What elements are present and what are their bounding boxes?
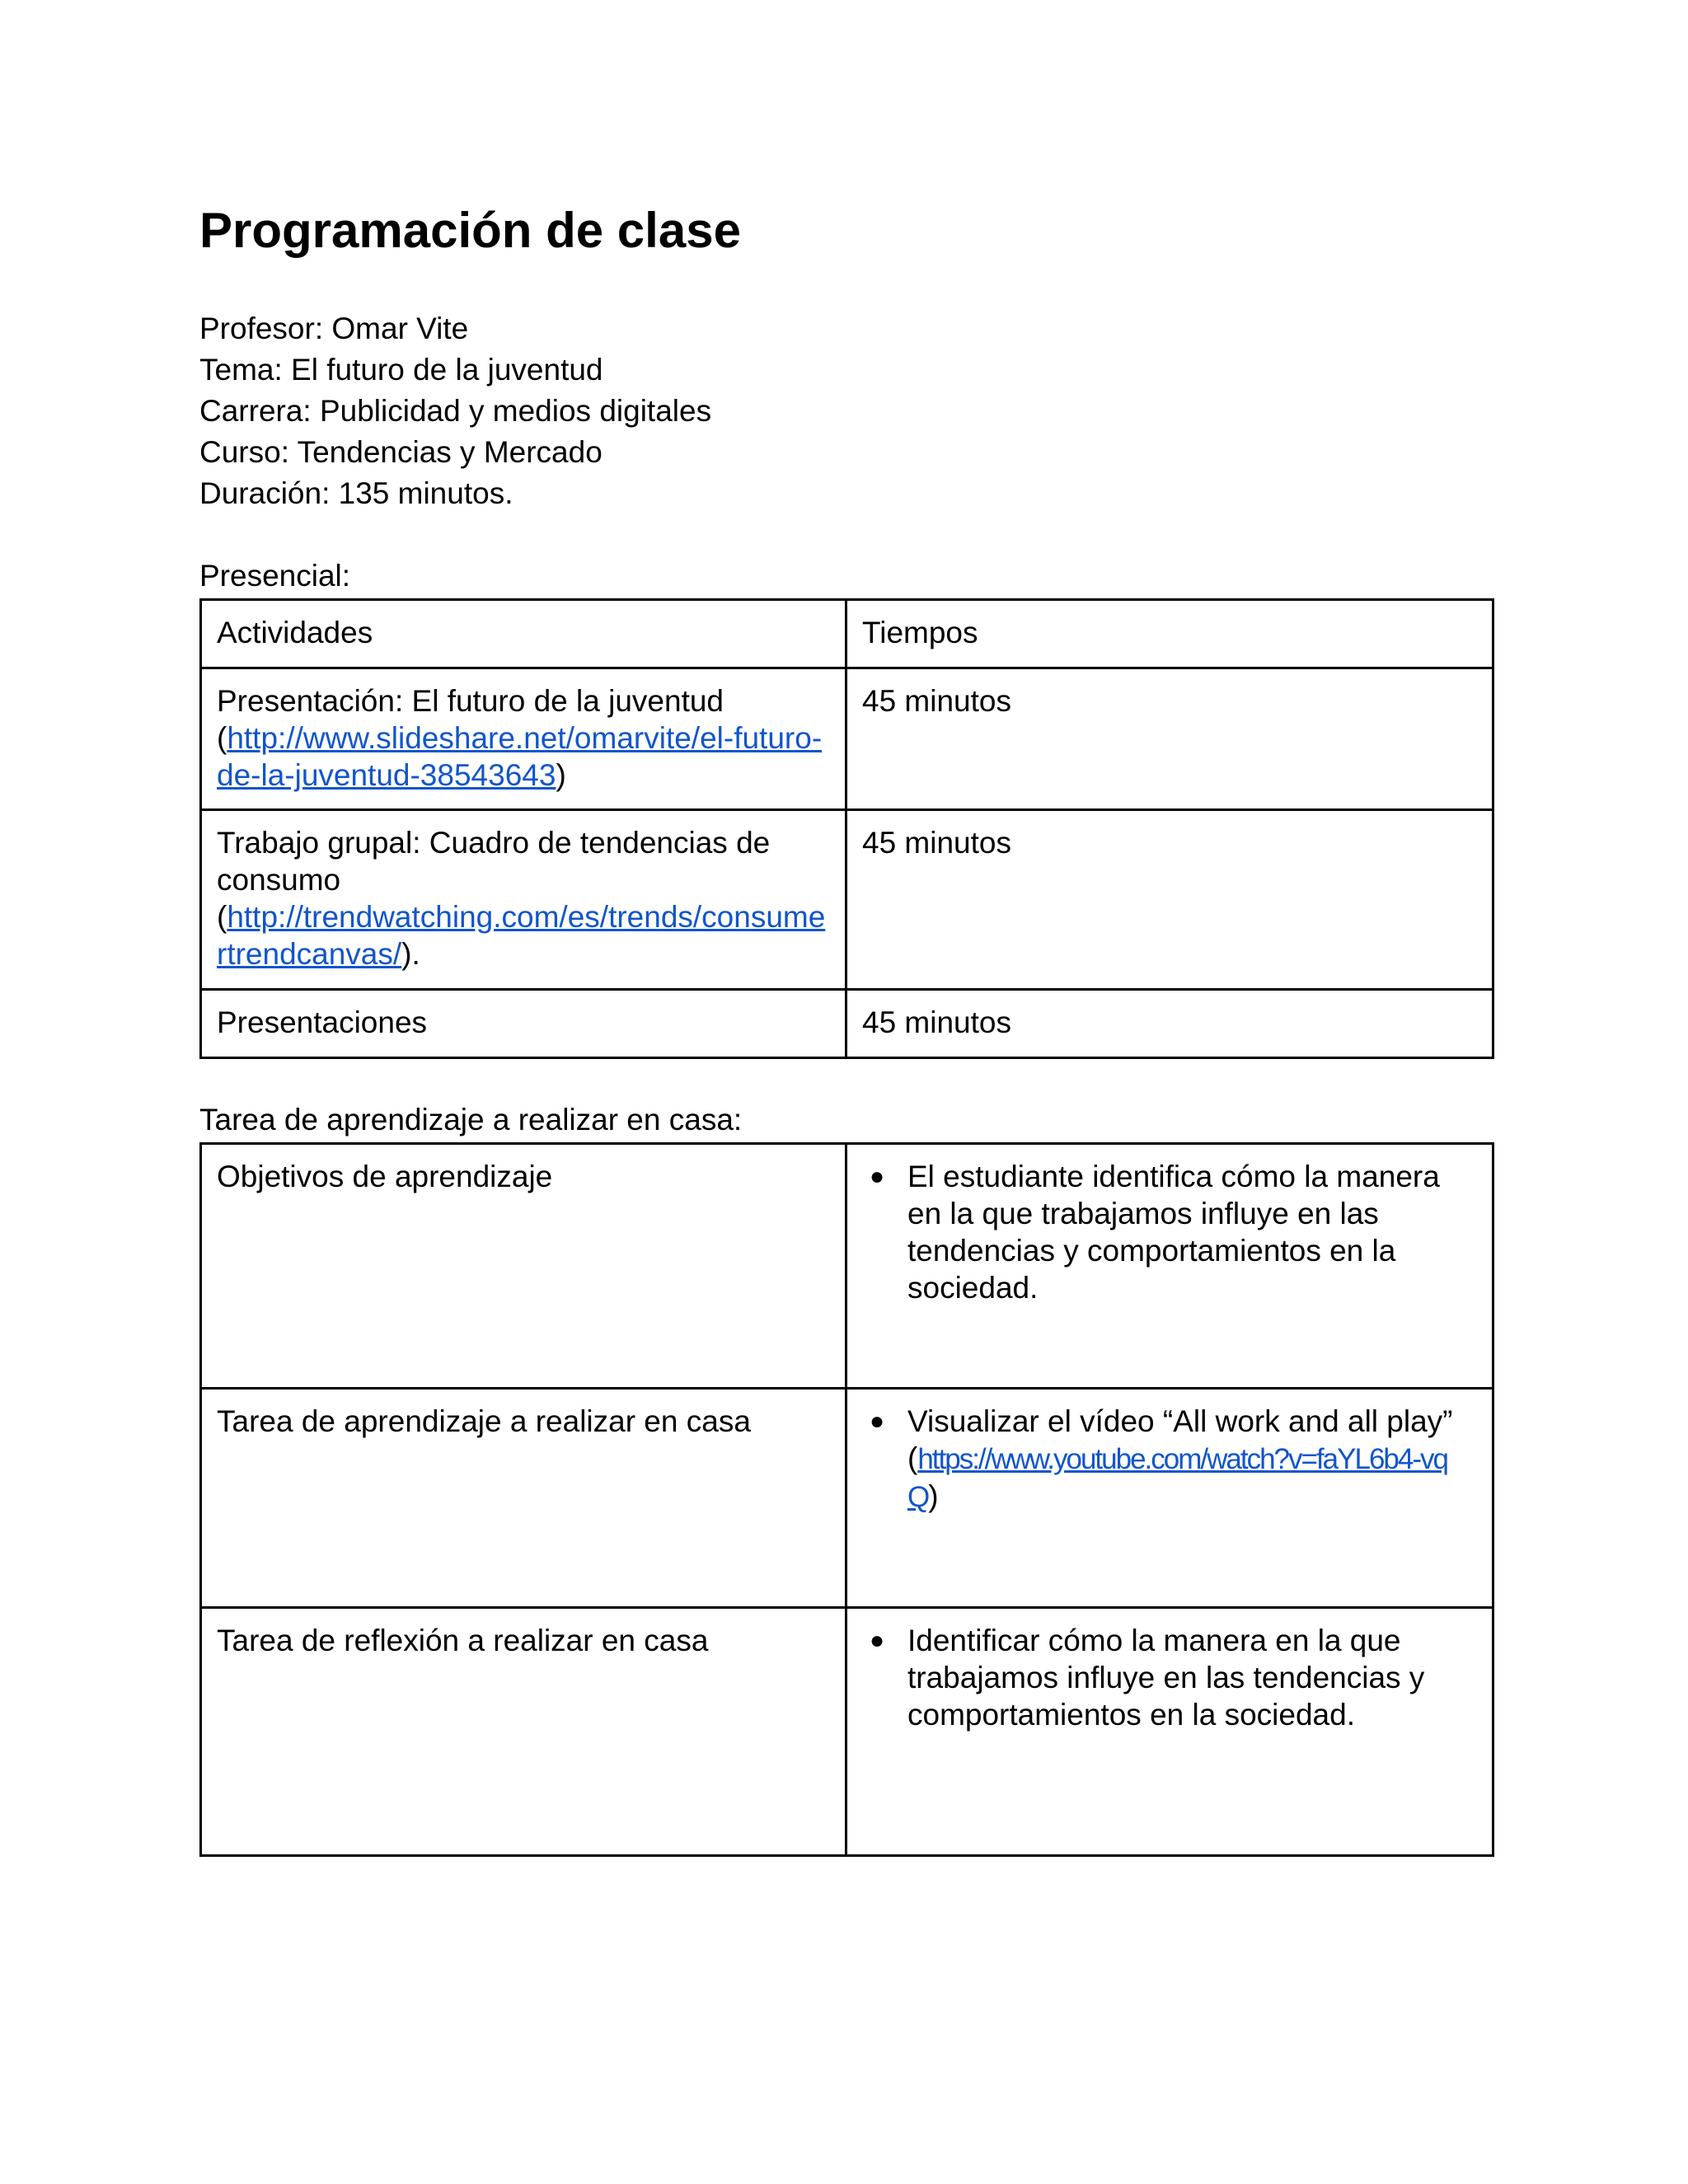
youtube-link[interactable]: https://www.youtube.com/watch?v=faYL6b4-vqQ [907, 1443, 1447, 1513]
header-actividades: Actividades [201, 600, 846, 668]
bullet-icon: ● [870, 1627, 885, 1654]
activity-cell [201, 810, 846, 990]
trendwatching-link[interactable]: http://trendwatching.com/es/trends/consumertrendcanvas/ [217, 900, 826, 971]
tarea-table [199, 1142, 1494, 1857]
header-tiempos: Tiempos [846, 600, 1493, 668]
bullet-icon: ● [870, 1163, 885, 1190]
page-title: Programación de clase [199, 203, 741, 258]
row-label: Objetivos de aprendizaje [201, 1144, 846, 1389]
bullet-icon: ● [870, 1408, 885, 1435]
presencial-table [199, 598, 1494, 1059]
slideshare-link[interactable]: http://www.slideshare.net/omarvite/el-futuro-de-la-juventud-38543643 [217, 721, 823, 792]
info-carrera: Carrera: Publicidad y medios digitales [199, 394, 712, 428]
info-duracion: Duración: 135 minutos. [199, 476, 513, 510]
bullet-text: El estudiante identifica cómo la manera en la que trabajamos influye en las tendencias y comportamientos en la sociedad. [907, 1160, 1440, 1305]
bullet-text: Identificar cómo la manera en la que trabajamos influye en las tendencias y comportamientos en la sociedad. [907, 1624, 1425, 1732]
table-row [201, 1608, 1493, 1856]
activity-text: Presentación: El futuro de la juventud [217, 684, 724, 718]
bullet-list [862, 1158, 1477, 1306]
activity-text: Trabajo grupal: Cuadro de tendencias de consumo [217, 826, 771, 897]
bullet-list [862, 1403, 1477, 1516]
time-cell: 45 minutos [846, 990, 1493, 1058]
bullet-text: Visualizar el vídeo “All work and all play” [907, 1404, 1453, 1438]
presencial-label: Presencial: [199, 559, 351, 593]
table-row [201, 1144, 1493, 1389]
paren-open: ( [217, 721, 227, 755]
activity-cell [201, 668, 846, 810]
table-row [201, 1389, 1493, 1608]
table-row [201, 810, 1493, 990]
info-curso: Curso: Tendencias y Mercado [199, 435, 603, 469]
paren-open: ( [217, 900, 227, 934]
info-profesor: Profesor: Omar Vite [199, 312, 469, 345]
tarea-label: Tarea de aprendizaje a realizar en casa: [199, 1103, 743, 1137]
list-item [870, 1403, 1477, 1516]
time-cell: 45 minutos [846, 668, 1493, 810]
bullet-list [862, 1622, 1477, 1733]
row-label: Tarea de aprendizaje a realizar en casa [201, 1389, 846, 1608]
list-item [870, 1622, 1477, 1733]
class-info [199, 308, 711, 514]
paren-close: ) [928, 1479, 939, 1513]
paren-open: ( [907, 1441, 918, 1475]
time-cell: 45 minutos [846, 810, 1493, 990]
paren-close: ) [556, 758, 566, 792]
bullet-cell [846, 1144, 1493, 1389]
table-row [201, 668, 1493, 810]
table-header-row [201, 600, 1493, 668]
table-row [201, 990, 1493, 1058]
bullet-cell [846, 1389, 1493, 1608]
info-tema: Tema: El futuro de la juventud [199, 353, 603, 387]
list-item [870, 1158, 1477, 1306]
paren-close: ). [401, 937, 420, 971]
activity-cell: Presentaciones [201, 990, 846, 1058]
bullet-cell [846, 1608, 1493, 1856]
row-label: Tarea de reflexión a realizar en casa [201, 1608, 846, 1856]
